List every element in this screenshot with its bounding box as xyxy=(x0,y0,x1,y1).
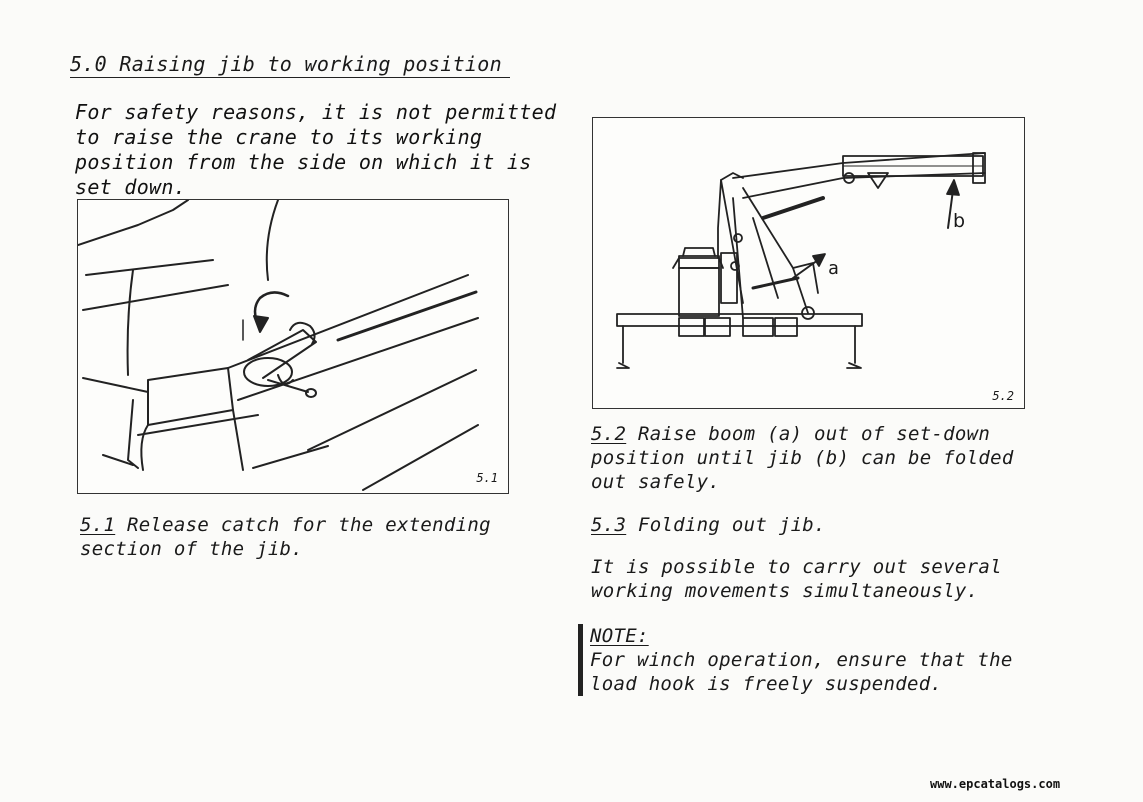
label-a: a xyxy=(828,258,839,279)
label-b: b xyxy=(953,210,966,232)
simultaneous-movements-text: It is possible to carry out several working movements simultaneously. xyxy=(591,556,1002,602)
caption-5-2-text: Raise boom (a) out of set-down position until jib (b) can be folded out safely. xyxy=(591,423,1014,493)
figure-5-2-illustration xyxy=(593,118,1024,408)
note-box xyxy=(578,624,1013,696)
caption-5-1-number: 5.1 xyxy=(80,514,116,536)
note-text: For winch operation, ensure that the load hook is freely suspended. xyxy=(590,649,1013,695)
caption-5-1-text: Release catch for the extending section of the jib. xyxy=(80,514,491,560)
caption-5-2-number: 5.2 xyxy=(591,423,627,445)
figure-5-1-number: 5.1 xyxy=(476,471,498,485)
figure-5-1 xyxy=(77,199,509,494)
caption-5-3-number: 5.3 xyxy=(591,514,627,536)
caption-5-3-text: Folding out jib. xyxy=(626,514,826,536)
caption-5-1 xyxy=(80,513,491,561)
caption-5-2 xyxy=(591,422,1014,494)
caption-5-3 xyxy=(591,513,826,537)
section-title: 5.0 Raising jib to working position xyxy=(70,52,510,78)
footer-url: www.epcatalogs.com xyxy=(930,777,1061,791)
figure-5-1-illustration xyxy=(78,200,508,493)
intro-paragraph: For safety reasons, it is not permitted to raise the crane to its working position from the side on which it is set down. xyxy=(75,100,557,199)
figure-5-2 xyxy=(592,117,1025,409)
note-label: NOTE: xyxy=(590,625,649,647)
figure-5-2-number: 5.2 xyxy=(992,389,1014,403)
